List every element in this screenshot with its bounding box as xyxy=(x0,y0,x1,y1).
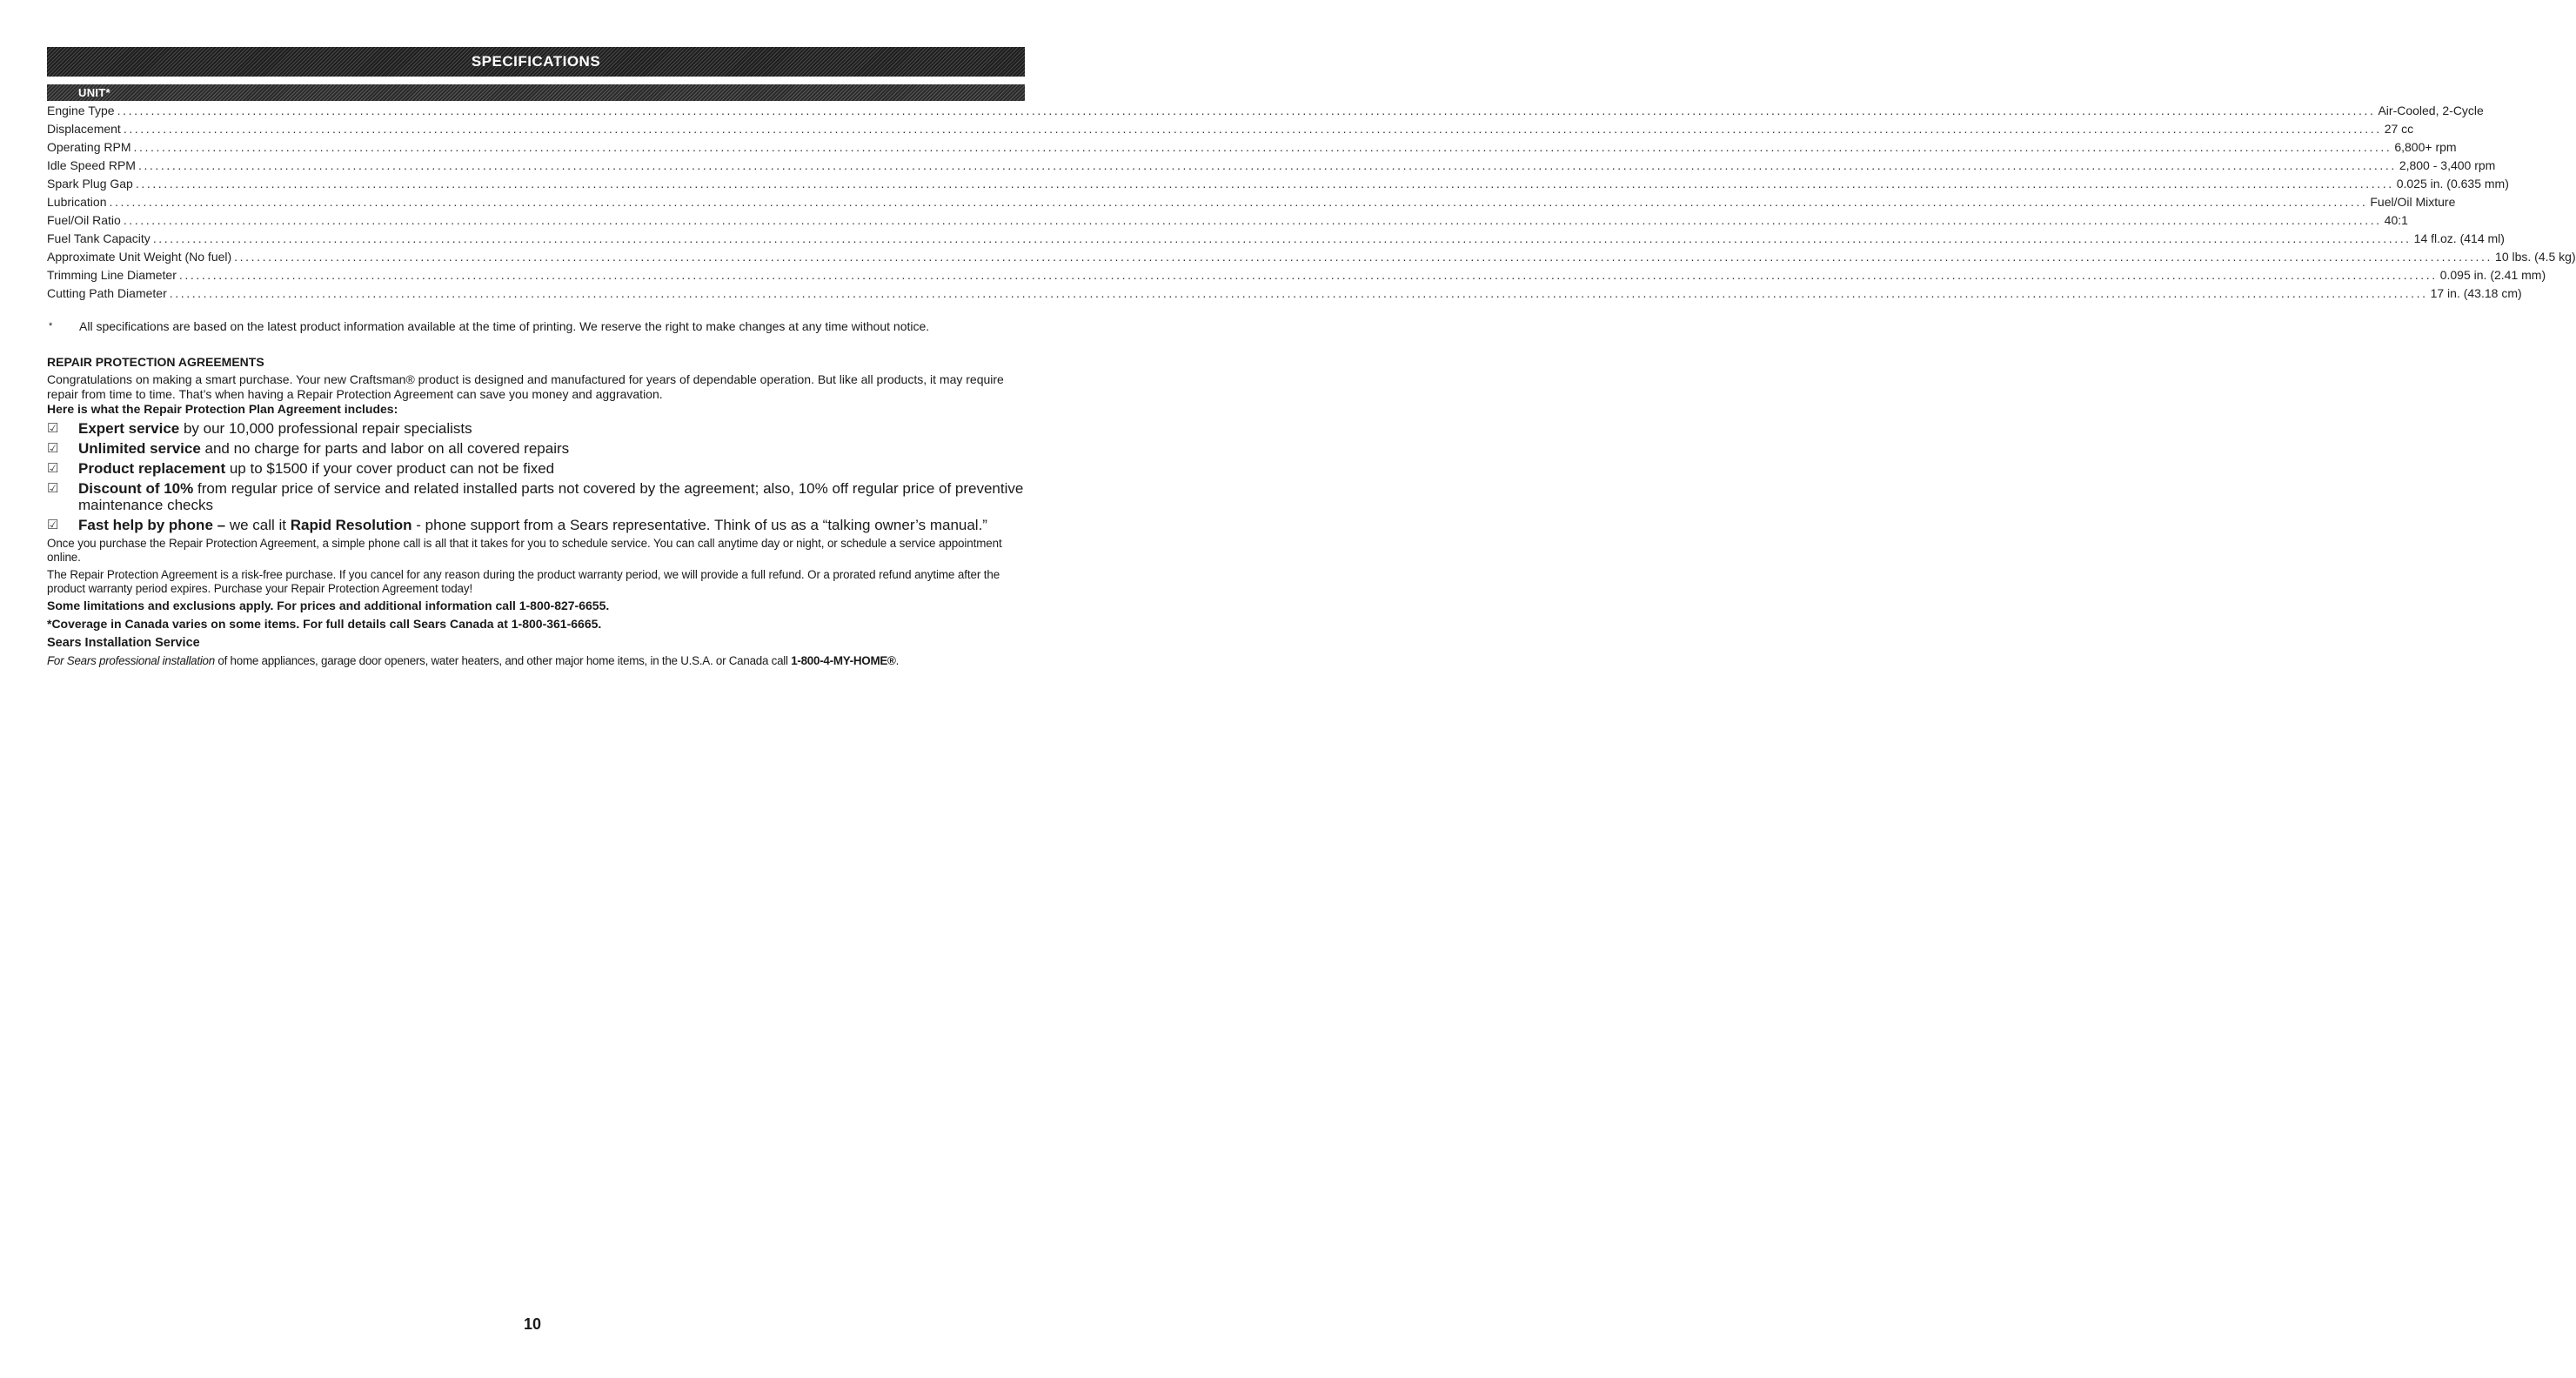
installation-body: of home appliances, garage door openers, water heaters, and other major home items, in the U.S.A. or Canada call xyxy=(214,654,792,667)
checkbox-checked-icon: ☑ xyxy=(47,421,59,436)
rpa-item-text xyxy=(78,517,1025,533)
spec-label: Spark Plug Gap xyxy=(47,177,133,191)
spec-label: Fuel Tank Capacity xyxy=(47,231,151,245)
spec-row xyxy=(47,211,2408,230)
checkbox-checked-icon: ☑ xyxy=(47,518,59,532)
spec-row xyxy=(47,102,2484,120)
rpa-item-bold: Unlimited service xyxy=(78,440,201,457)
dot-leader: ................................................................................................................................................................................................................................................................................................................................................................................................................ xyxy=(123,213,2382,227)
rpa-includes-heading: Here is what the Repair Protection Plan Agreement includes: xyxy=(47,402,398,416)
spec-value: 0.025 in. (0.635 mm) xyxy=(2396,177,2509,191)
installation-title: Sears Installation Service xyxy=(47,636,200,650)
spec-value: 14 fl.oz. (414 ml) xyxy=(2413,231,2505,245)
installation-italic: For Sears professional installation xyxy=(47,654,215,667)
rpa-item-bold-secondary: Rapid Resolution xyxy=(290,517,412,533)
footnote-text: All specifications are based on the latest product information available at the time of printing. We reserve the right to make changes at any time without notice. xyxy=(79,319,930,333)
unit-banner xyxy=(47,84,1025,101)
rpa-paragraph-refund: The Repair Protection Agreement is a risk-free purchase. If you cancel for any reason during the product warranty period, we will provide a full refund. Or a prorated refund anytime after the product warranty period expires. Purchase your Repair Protection Agreement today! xyxy=(47,568,1000,595)
rpa-item-body: and no charge for parts and labor on all covered repairs xyxy=(200,440,570,457)
spec-label: Approximate Unit Weight (No fuel) xyxy=(47,250,232,264)
spec-value: Fuel/Oil Mixture xyxy=(2370,195,2456,209)
spec-row xyxy=(47,157,2496,175)
rpa-limitations: Some limitations and exclusions apply. For prices and additional information call 1-800-827-6655. xyxy=(47,599,610,612)
spec-label: Idle Speed RPM xyxy=(47,158,136,172)
dot-leader: ................................................................................................................................................................................................................................................................................................................................................................................................................ xyxy=(117,104,2376,117)
spec-row xyxy=(47,193,2456,211)
rpa-item-text xyxy=(78,440,1025,457)
spec-label: Fuel/Oil Ratio xyxy=(47,213,121,227)
rpa-item-bold: Product replacement xyxy=(78,460,226,477)
spec-row xyxy=(47,230,2505,248)
dot-leader: ................................................................................................................................................................................................................................................................................................................................................................................................................ xyxy=(109,195,2368,209)
rpa-canada-note: *Coverage in Canada varies on some items. For full details call Sears Canada at 1-800-361-6665. xyxy=(47,617,602,631)
spec-row xyxy=(47,138,2457,157)
checkbox-checked-icon: ☑ xyxy=(47,441,59,456)
spec-row xyxy=(47,284,2522,303)
spec-value: Air-Cooled, 2-Cycle xyxy=(2378,104,2484,117)
rpa-item-bold: Discount of 10% xyxy=(78,480,194,497)
rpa-item-text xyxy=(78,420,1025,437)
dot-leader: ................................................................................................................................................................................................................................................................................................................................................................................................................ xyxy=(178,268,2438,282)
spec-value: 10 lbs. (4.5 kg) xyxy=(2495,250,2576,264)
spec-row xyxy=(47,266,2546,284)
dot-leader: ................................................................................................................................................................................................................................................................................................................................................................................................................ xyxy=(234,250,2493,264)
spec-label: Engine Type xyxy=(47,104,115,117)
spec-value: 27 cc xyxy=(2384,122,2414,136)
dot-leader: ................................................................................................................................................................................................................................................................................................................................................................................................................ xyxy=(123,122,2382,136)
spec-label: Trimming Line Diameter xyxy=(47,268,177,282)
rpa-item-body: from regular price of service and related installed parts not covered by the agreement; also, 10% off regular price of preventive maintenance checks xyxy=(78,480,1024,513)
installation-text xyxy=(47,653,1025,668)
rpa-intro: Congratulations on making a smart purchase. Your new Craftsman® product is designed and manufactured for years of dependable operation. But like all products, it may require repair from time to time. That’s when having a Repair Protection Agreement can save you money and aggravation. xyxy=(47,372,1004,401)
spec-value: 40:1 xyxy=(2384,213,2408,227)
rpa-item-text xyxy=(78,460,1025,477)
manual-page xyxy=(47,47,2576,668)
spec-label: Operating RPM xyxy=(47,140,131,154)
checkbox-checked-icon: ☑ xyxy=(47,481,59,496)
specifications-banner xyxy=(47,47,1025,77)
dot-leader: ................................................................................................................................................................................................................................................................................................................................................................................................................ xyxy=(135,177,2394,191)
spec-value: 17 in. (43.18 cm) xyxy=(2430,286,2522,300)
installation-end: . xyxy=(895,654,900,667)
rpa-list-item xyxy=(47,460,1025,477)
rpa-item-body-secondary: - phone support from a Sears representative. Think of us as a “talking owner’s manual.” xyxy=(411,517,987,533)
rpa-checklist xyxy=(47,420,1025,533)
rpa-list-item xyxy=(47,420,1025,437)
spec-list xyxy=(47,102,2576,303)
rpa-item-bold: Fast help by phone – xyxy=(78,517,226,533)
dot-leader: ................................................................................................................................................................................................................................................................................................................................................................................................................ xyxy=(137,158,2397,172)
spec-value: 6,800+ rpm xyxy=(2394,140,2457,154)
rpa-list-item xyxy=(47,440,1025,457)
rpa-item-bold: Expert service xyxy=(78,420,180,437)
rpa-item-body: up to $1500 if your cover product can not be fixed xyxy=(225,460,555,477)
rpa-list-item xyxy=(47,517,1025,533)
spec-row xyxy=(47,120,2414,138)
spec-label: Displacement xyxy=(47,122,121,136)
spec-row xyxy=(47,248,2576,266)
page-number: 10 xyxy=(523,1315,542,1333)
rpa-item-text xyxy=(78,480,1025,513)
spec-label: Cutting Path Diameter xyxy=(47,286,167,300)
installation-phone: 1-800-4-MY-HOME® xyxy=(791,654,896,667)
checkbox-checked-icon: ☑ xyxy=(47,461,59,476)
rpa-paragraph-schedule: Once you purchase the Repair Protection Agreement, a simple phone call is all that it takes for you to schedule service. You can call anytime day or night, or schedule a service appointment online. xyxy=(47,537,1002,564)
dot-leader: ................................................................................................................................................................................................................................................................................................................................................................................................................ xyxy=(152,231,2412,245)
rpa-list-item xyxy=(47,480,1025,513)
spec-row xyxy=(47,175,2509,193)
rpa-item-body: by our 10,000 professional repair specialists xyxy=(179,420,472,437)
specs-footnote xyxy=(47,319,1025,334)
spec-value: 2,800 - 3,400 rpm xyxy=(2399,158,2496,172)
dot-leader: ................................................................................................................................................................................................................................................................................................................................................................................................................ xyxy=(133,140,2392,154)
rpa-heading: REPAIR PROTECTION AGREEMENTS xyxy=(47,355,264,369)
spec-value: 0.095 in. (2.41 mm) xyxy=(2439,268,2546,282)
rpa-item-body: we call it xyxy=(225,517,291,533)
spec-label: Lubrication xyxy=(47,195,107,209)
dot-leader: ................................................................................................................................................................................................................................................................................................................................................................................................................ xyxy=(169,286,2428,300)
footnote-asterisk: * xyxy=(49,321,53,331)
unit-heading: UNIT* xyxy=(78,86,110,99)
page-title: SPECIFICATIONS xyxy=(471,53,601,70)
